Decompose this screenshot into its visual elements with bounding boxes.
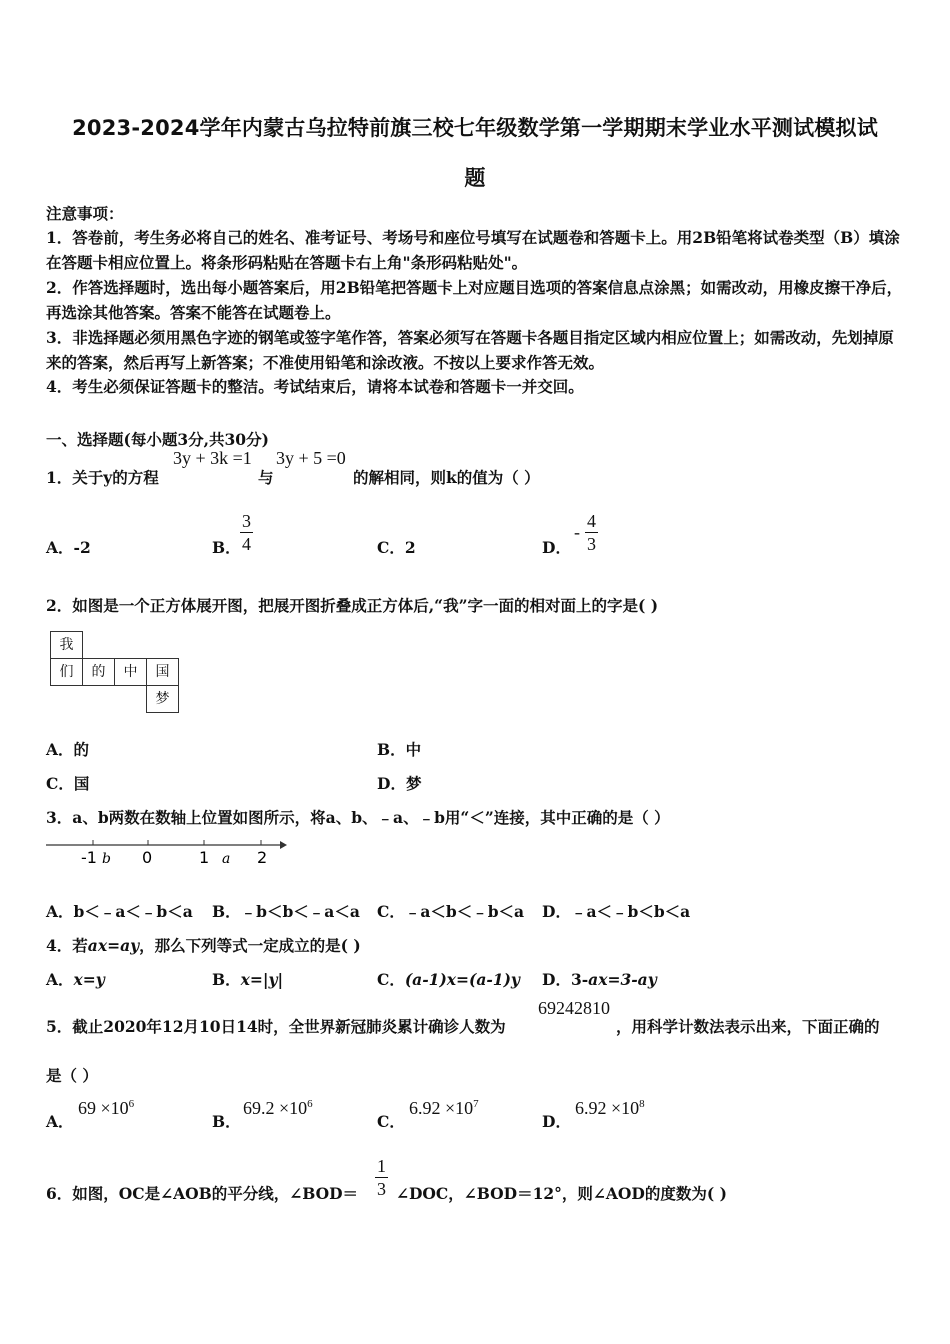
q2-option-b: B．中 (377, 740, 422, 759)
notice-item-1: 1．答卷前，考生务必将自己的姓名、准考证号、考场号和座位号填写在试题卷和答题卡上。用2B铅笔将试卷类型（B）填涂在答题卡相应位置上。将条形码粘贴在答题卡右上角"条形码粘贴处"。 (46, 228, 900, 272)
q5-text-pre: 5．截止2020年12月10日14时，全世界新冠肺炎累计确诊人数为 (46, 1017, 506, 1036)
q4-option-d (542, 968, 657, 990)
q3-option-a: A．b＜﹣a＜﹣b＜a (46, 902, 193, 921)
q1-d-numerator: 4 (587, 511, 596, 531)
q4-option-c (377, 968, 520, 990)
q1-option-d-fraction (585, 510, 598, 555)
q1-b-numerator: 3 (242, 511, 251, 531)
q6-numerator: 1 (377, 1156, 386, 1176)
q4-text-pre: 4．若 (46, 936, 88, 955)
q5-a-base: 69 ×10 (78, 1098, 129, 1118)
label-a: a (222, 851, 231, 867)
q3-option-c: C．﹣a＜b＜﹣b＜a (377, 902, 525, 921)
q4-option-a (46, 968, 105, 990)
q5-b-base: 69.2 ×10 (243, 1098, 308, 1118)
q4-a-label: A． (46, 970, 74, 989)
q1-option-b-fraction (240, 510, 253, 555)
q1-option-a: A．-2 (46, 538, 91, 557)
q2-option-c: C．国 (46, 774, 90, 793)
label-neg1: -1 (81, 848, 97, 867)
q1-equation-1: 3y + 3k =1 (173, 448, 252, 468)
q5-c-exp: 7 (473, 1098, 479, 1110)
q1-option-c: C．2 (377, 538, 416, 557)
q5-b-exp: 6 (307, 1098, 313, 1110)
section-heading: 一、选择题(每小题3分,共30分) (46, 430, 269, 449)
q5-number: 69242810 (538, 998, 610, 1018)
q2-option-d: D．梦 (377, 774, 422, 793)
q1-d-denominator: 3 (587, 534, 596, 554)
q6-denominator: 3 (377, 1179, 386, 1199)
q4-text-post: ，那么下列等式一定成立的是( ) (139, 936, 361, 955)
notice-item-4: 4．考生必须保证答题卡的整洁。考试结束后，请将本试卷和答题卡一并交回。 (46, 377, 584, 396)
q1-prefix: 1．关于y的方程 (46, 468, 159, 487)
label-2: 2 (257, 848, 268, 867)
q5-option-b-value (243, 1098, 313, 1119)
q1-option-b-label: B． (212, 538, 241, 557)
q5-line2: 是（ ） (46, 1066, 98, 1085)
q3-option-b: B．﹣b＜b＜﹣a＜a (212, 902, 360, 921)
q3-text: 3．a、b两数在数轴上位置如图所示，将a、b、﹣a、﹣b用“＜”连接，其中正确的是（ ） (46, 808, 670, 827)
notice-heading: 注意事项： (46, 204, 124, 223)
q5-option-a-label: A． (46, 1112, 74, 1131)
q1-option-d-label: D． (542, 538, 571, 557)
net-cell-wo: 我 (50, 631, 83, 659)
q5-option-d-label: D． (542, 1112, 571, 1131)
q4-text (46, 934, 361, 956)
notice-item-2: 2．作答选择题时，选出每小题答案后，用2B铅笔把答题卡上对应题目选项的答案信息点涂黑；如需改动，用橡皮擦干净后，再选涂其他答案。答案不能答在试题卷上。 (46, 278, 903, 322)
q4-d-expr: ax=3-ay (588, 970, 657, 989)
q4-text-expr: ax=ay (87, 936, 140, 955)
q4-d-label: D．3- (542, 970, 589, 989)
page-title: 2023-2024学年内蒙古乌拉特前旗三校七年级数学第一学期期末学业水平测试模拟试 (72, 116, 878, 140)
label-b: b (102, 851, 111, 867)
q1-equation-2: 3y + 5 =0 (276, 448, 346, 468)
q2-option-a: A．的 (46, 740, 90, 759)
q6-fraction (375, 1155, 388, 1200)
q4-a-expr: x=y (73, 970, 105, 989)
label-0: 0 (142, 848, 153, 867)
q5-option-b-label: B． (212, 1112, 241, 1131)
q1-option-d-sign: - (574, 522, 580, 542)
q2-text: 2．如图是一个正方体展开图，把展开图折叠成正方体后,“我”字一面的相对面上的字是( ) (46, 596, 659, 615)
q5-d-exp: 8 (639, 1098, 645, 1110)
q4-c-label: C． (377, 970, 405, 989)
q5-option-d-value (575, 1098, 645, 1119)
q1-b-denominator: 4 (242, 534, 251, 554)
q1-mid: 与 (258, 468, 274, 487)
q6-text-pre: 6．如图，OC是∠AOB的平分线，∠BOD＝ (46, 1184, 359, 1203)
number-line-svg (44, 836, 289, 870)
cube-net-figure (50, 631, 180, 715)
number-line-figure (44, 836, 289, 870)
net-cell-zhong: 中 (114, 658, 147, 686)
q4-b-expr: x=|y| (240, 970, 284, 989)
q5-d-base: 6.92 ×10 (575, 1098, 640, 1118)
net-cell-guo: 国 (146, 658, 179, 686)
q3-option-d: D．﹣a＜﹣b＜b＜a (542, 902, 691, 921)
q5-option-c-label: C． (377, 1112, 405, 1131)
q6-text-post: ∠DOC，∠BOD＝12°，则∠AOD的度数为( ) (396, 1184, 727, 1203)
q4-option-b (212, 968, 283, 990)
q5-option-c-value (409, 1098, 479, 1119)
net-cell-de: 的 (82, 658, 115, 686)
q5-c-base: 6.92 ×10 (409, 1098, 474, 1118)
q5-a-exp: 6 (128, 1098, 135, 1110)
q1-suffix: 的解相同，则k的值为（ ） (353, 468, 540, 487)
net-cell-men: 们 (50, 658, 83, 686)
q4-b-label: B． (212, 970, 241, 989)
q5-option-a-value (78, 1098, 134, 1119)
axis-arrow-icon (280, 841, 287, 849)
q4-c-expr: (a-1)x=(a-1)y (404, 970, 520, 989)
page-title-continued: 题 (464, 166, 486, 190)
q5-text-post: ，用科学计数法表示出来，下面正确的 (616, 1017, 880, 1036)
label-1: 1 (199, 848, 210, 867)
notice-item-3: 3．非选择题必须用黑色字迹的钢笔或签字笔作答，答案必须写在答题卡各题目指定区域内相应位置上；如需改动，先划掉原来的答案，然后再写上新答案；不准使用铅笔和涂改液。不按以上要求作答无效。 (46, 328, 894, 372)
net-cell-meng: 梦 (146, 685, 179, 713)
